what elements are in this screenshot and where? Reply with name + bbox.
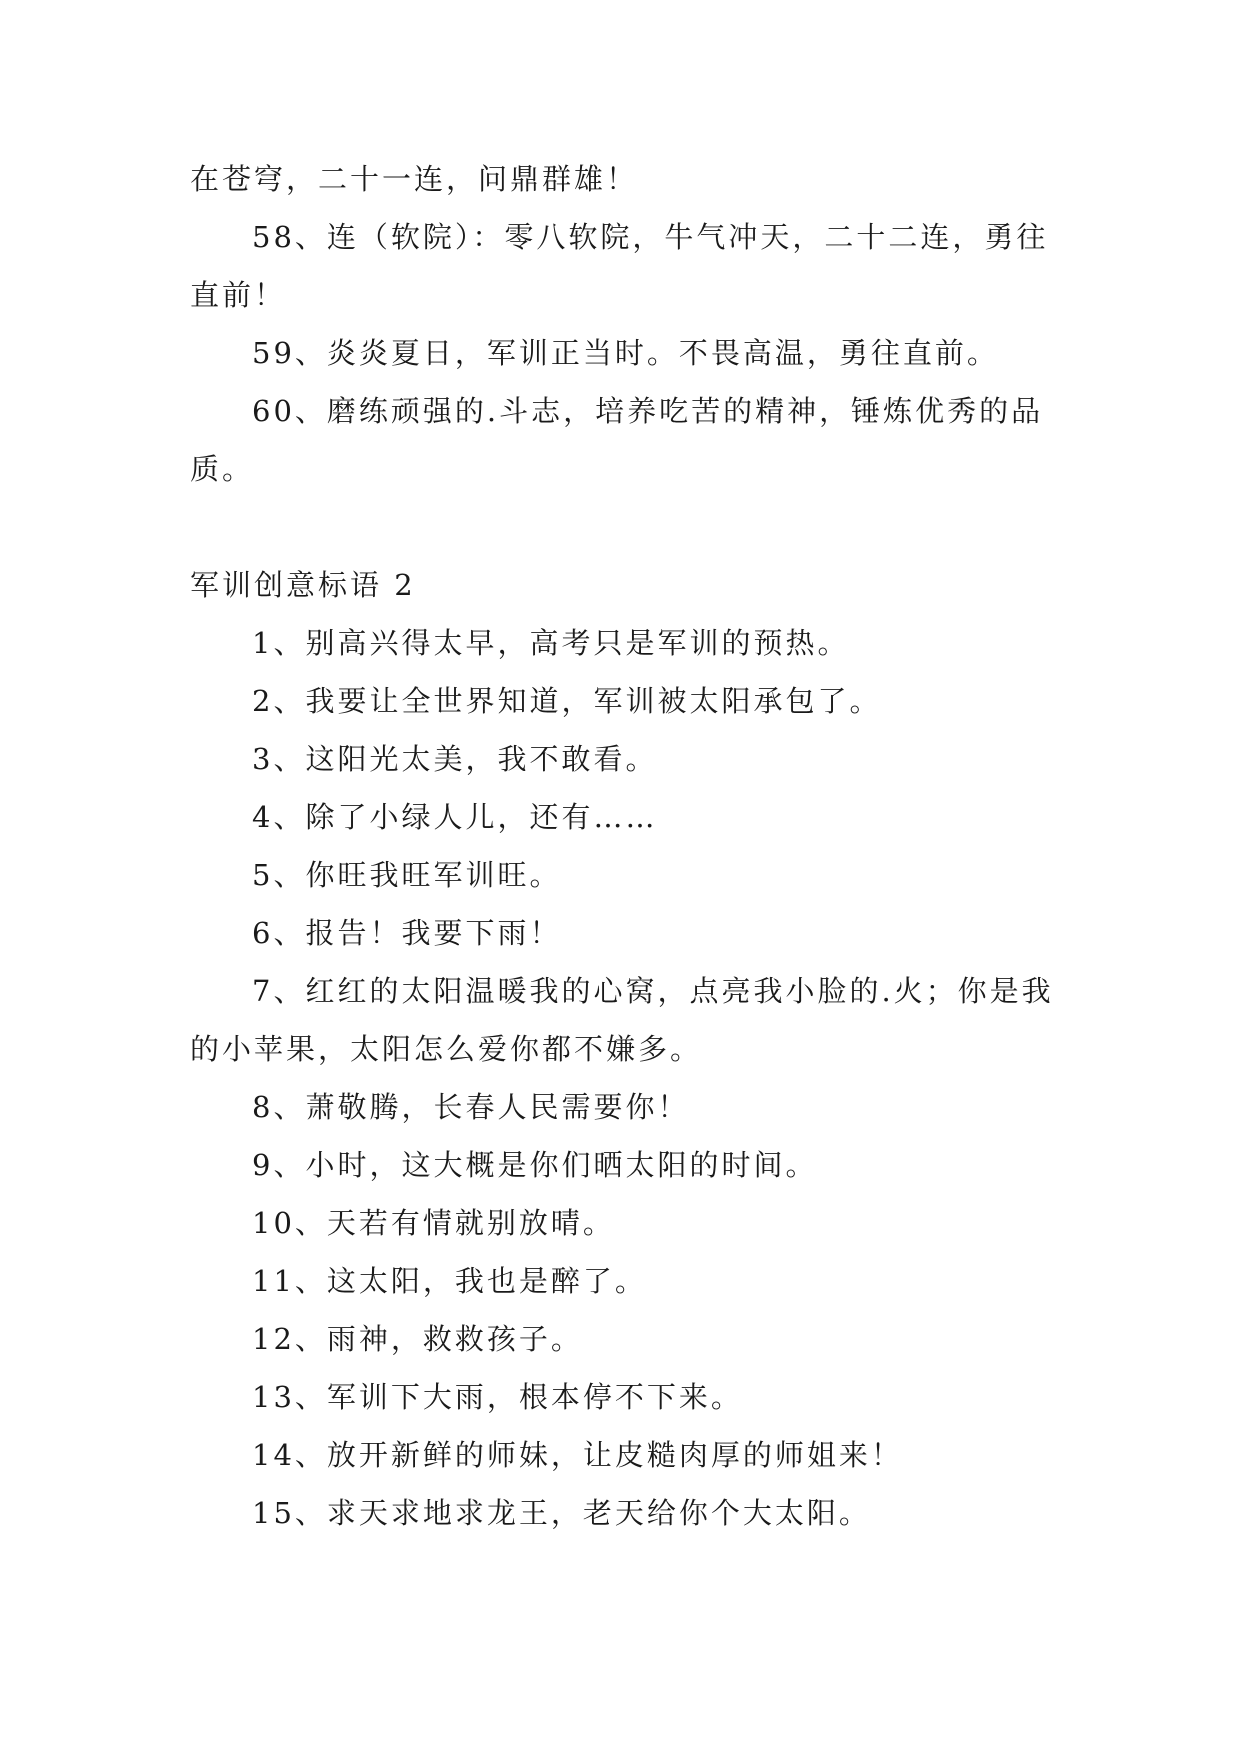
paragraph-continuation: 在苍穹，二十一连，问鼎群雄！ [190, 162, 639, 196]
paragraph-item-60: 60、磨练顽强的.斗志，培养吃苦的精神，锤炼优秀的品质。 [190, 394, 1044, 486]
list-item: 3、这阳光太美，我不敢看。 [252, 742, 658, 776]
list-item: 5、你旺我旺军训旺。 [252, 858, 562, 892]
list-item: 10、天若有情就别放晴。 [252, 1206, 615, 1240]
list-item: 4、除了小绿人儿，还有…… [252, 800, 658, 834]
list-item: 8、萧敬腾，长春人民需要你！ [252, 1090, 690, 1124]
list-item: 1、别高兴得太早，高考只是军训的预热。 [252, 626, 850, 660]
paragraph-item-58: 58、连（软院）：零八软院，牛气冲天，二十二连，勇往直前！ [190, 220, 1049, 312]
list-item: 13、军训下大雨，根本停不下来。 [252, 1380, 743, 1414]
list-item: 11、这太阳，我也是醉了。 [252, 1264, 647, 1298]
list-item: 2、我要让全世界知道，军训被太阳承包了。 [252, 684, 882, 718]
list-item: 12、雨神，救救孩子。 [252, 1322, 583, 1356]
paragraph-item-59: 59、炎炎夏日，军训正当时。不畏高温，勇往直前。 [252, 336, 999, 370]
section-heading: 军训创意标语 2 [190, 568, 416, 602]
list-item: 6、报告！我要下雨！ [252, 916, 562, 950]
list-item: 9、小时，这大概是你们晒太阳的时间。 [252, 1148, 818, 1182]
list-item: 7、红红的太阳温暖我的心窝，点亮我小脸的.火；你是我的小苹果，太阳怎么爱你都不嫌多。 [190, 974, 1054, 1066]
section-spacer [190, 498, 1060, 556]
document-body [190, 150, 1060, 1542]
list-item: 15、求天求地求龙王，老天给你个大太阳。 [252, 1496, 871, 1530]
list-item: 14、放开新鲜的师妹，让皮糙肉厚的师姐来！ [252, 1438, 903, 1472]
